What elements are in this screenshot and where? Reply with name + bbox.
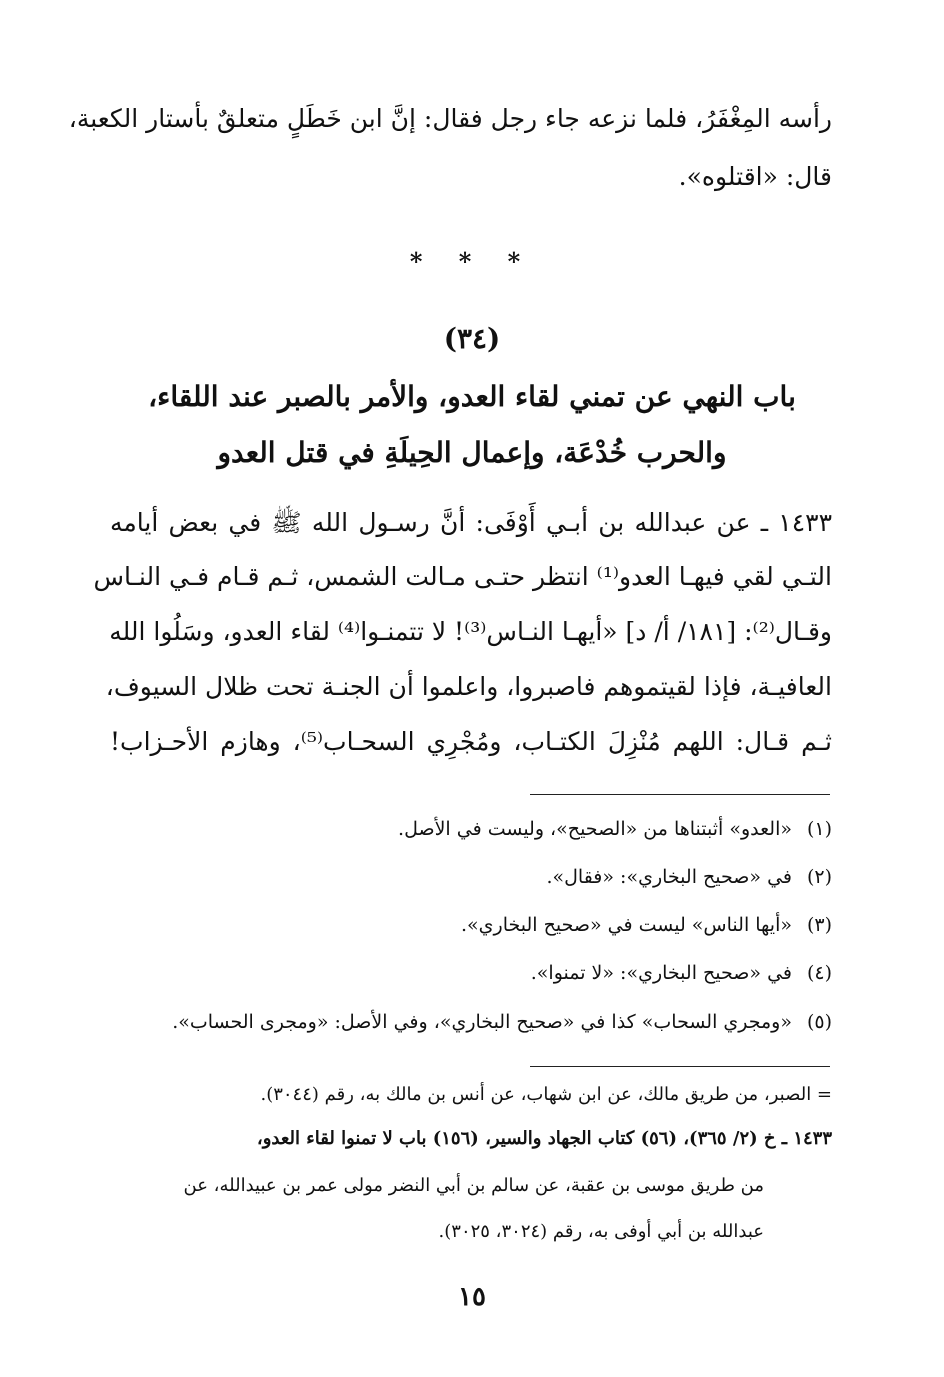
footnote-text: «ومجري السحاب» كذا في «صحيح البخاري»، وفي الأصل: «ومجرى الحساب». — [172, 1011, 792, 1033]
footnote-text: في «صحيح البخاري»: «لا تمنوا». — [530, 962, 792, 984]
continuation-line-2: قال: «اقتلوه». — [678, 162, 832, 191]
source-line-2: ١٤٣٣ ـ خ (٢/ ٣٦٥)، (٥٦) كتاب الجهاد والسير، (١٥٦) باب لا تمنوا لقاء العدو، — [256, 1128, 832, 1149]
footnote-text: «أيها الناس» ليست في «صحيح البخاري». — [461, 914, 792, 936]
footnote-separator — [530, 794, 830, 795]
footnote-1 — [398, 818, 832, 840]
hadith-line-5: ثـم قـال: اللهم مُنْزِلَ الكتـاب، ومُجْرِي السحـاب⁽⁵⁾، وهازم الأحـزاب! — [110, 727, 832, 756]
footnote-5 — [172, 1011, 832, 1033]
footnote-number: (٤) — [806, 962, 832, 984]
footnote-number: (٢) — [806, 866, 832, 888]
source-line-1: = الصبر، من طريق مالك، عن ابن شهاب، عن أنس بن مالك به، رقم (٣٠٤٤). — [260, 1084, 832, 1105]
continuation-line-1: رأسه المِغْفَرُ، فلما نزعه جاء رجل فقال: إنَّ ابن خَطَلٍ متعلقٌ بأستار الكعبة، — [68, 104, 832, 133]
footnote-3 — [461, 914, 832, 936]
hadith-line-2: التـي لقي فيهـا العدو⁽¹⁾ انتظر حتـى مـالت الشمس، ثـم قـام فـي النـاس — [93, 562, 832, 591]
chapter-number: (٣٤) — [443, 322, 501, 355]
source-line-3: من طريق موسى بن عقبة، عن سالم بن أبي النضر مولى عمر بن عبيدالله، عن — [183, 1175, 764, 1196]
source-line-4: عبدالله بن أبي أوفى به، رقم (٣٠٢٤، ٣٠٢٥). — [438, 1221, 764, 1242]
section-separator-stars: * * * — [409, 247, 535, 276]
sources-separator — [530, 1066, 830, 1067]
hadith-line-3: وقـال⁽²⁾: [١٨١/ أ/ د] «أيهـا النـاس⁽³⁾! لا تتمنـوا⁽⁴⁾ لقاء العدو، وسَلُوا الله — [109, 617, 832, 646]
hadith-line-4: العافيـة، فإذا لقيتموهم فاصبروا، واعلموا أن الجنـة تحت ظلال السيوف، — [105, 672, 832, 701]
footnote-number: (٣) — [806, 914, 832, 936]
footnote-number: (٥) — [806, 1011, 832, 1033]
footnote-text: في «صحيح البخاري»: «فقال». — [546, 866, 792, 888]
hadith-line-1: ١٤٣٣ ـ عن عبدالله بن أبـي أَوْفَى: أنَّ رسـول الله ﷺ في بعض أيامه — [110, 508, 832, 537]
footnote-text: «العدو» أثبتناها من «الصحيح»، وليست في الأصل. — [398, 818, 792, 840]
footnote-4 — [531, 962, 832, 984]
chapter-title-line-2: والحرب خُدْعَة، وإعمال الحِيلَةِ في قتل العدو — [217, 436, 727, 469]
chapter-title-line-1: باب النهي عن تمني لقاء العدو، والأمر بالصبر عند اللقاء، — [148, 380, 796, 413]
footnote-2 — [546, 866, 832, 888]
footnote-number: (١) — [806, 818, 832, 840]
page-number: ١٥ — [458, 1282, 486, 1312]
